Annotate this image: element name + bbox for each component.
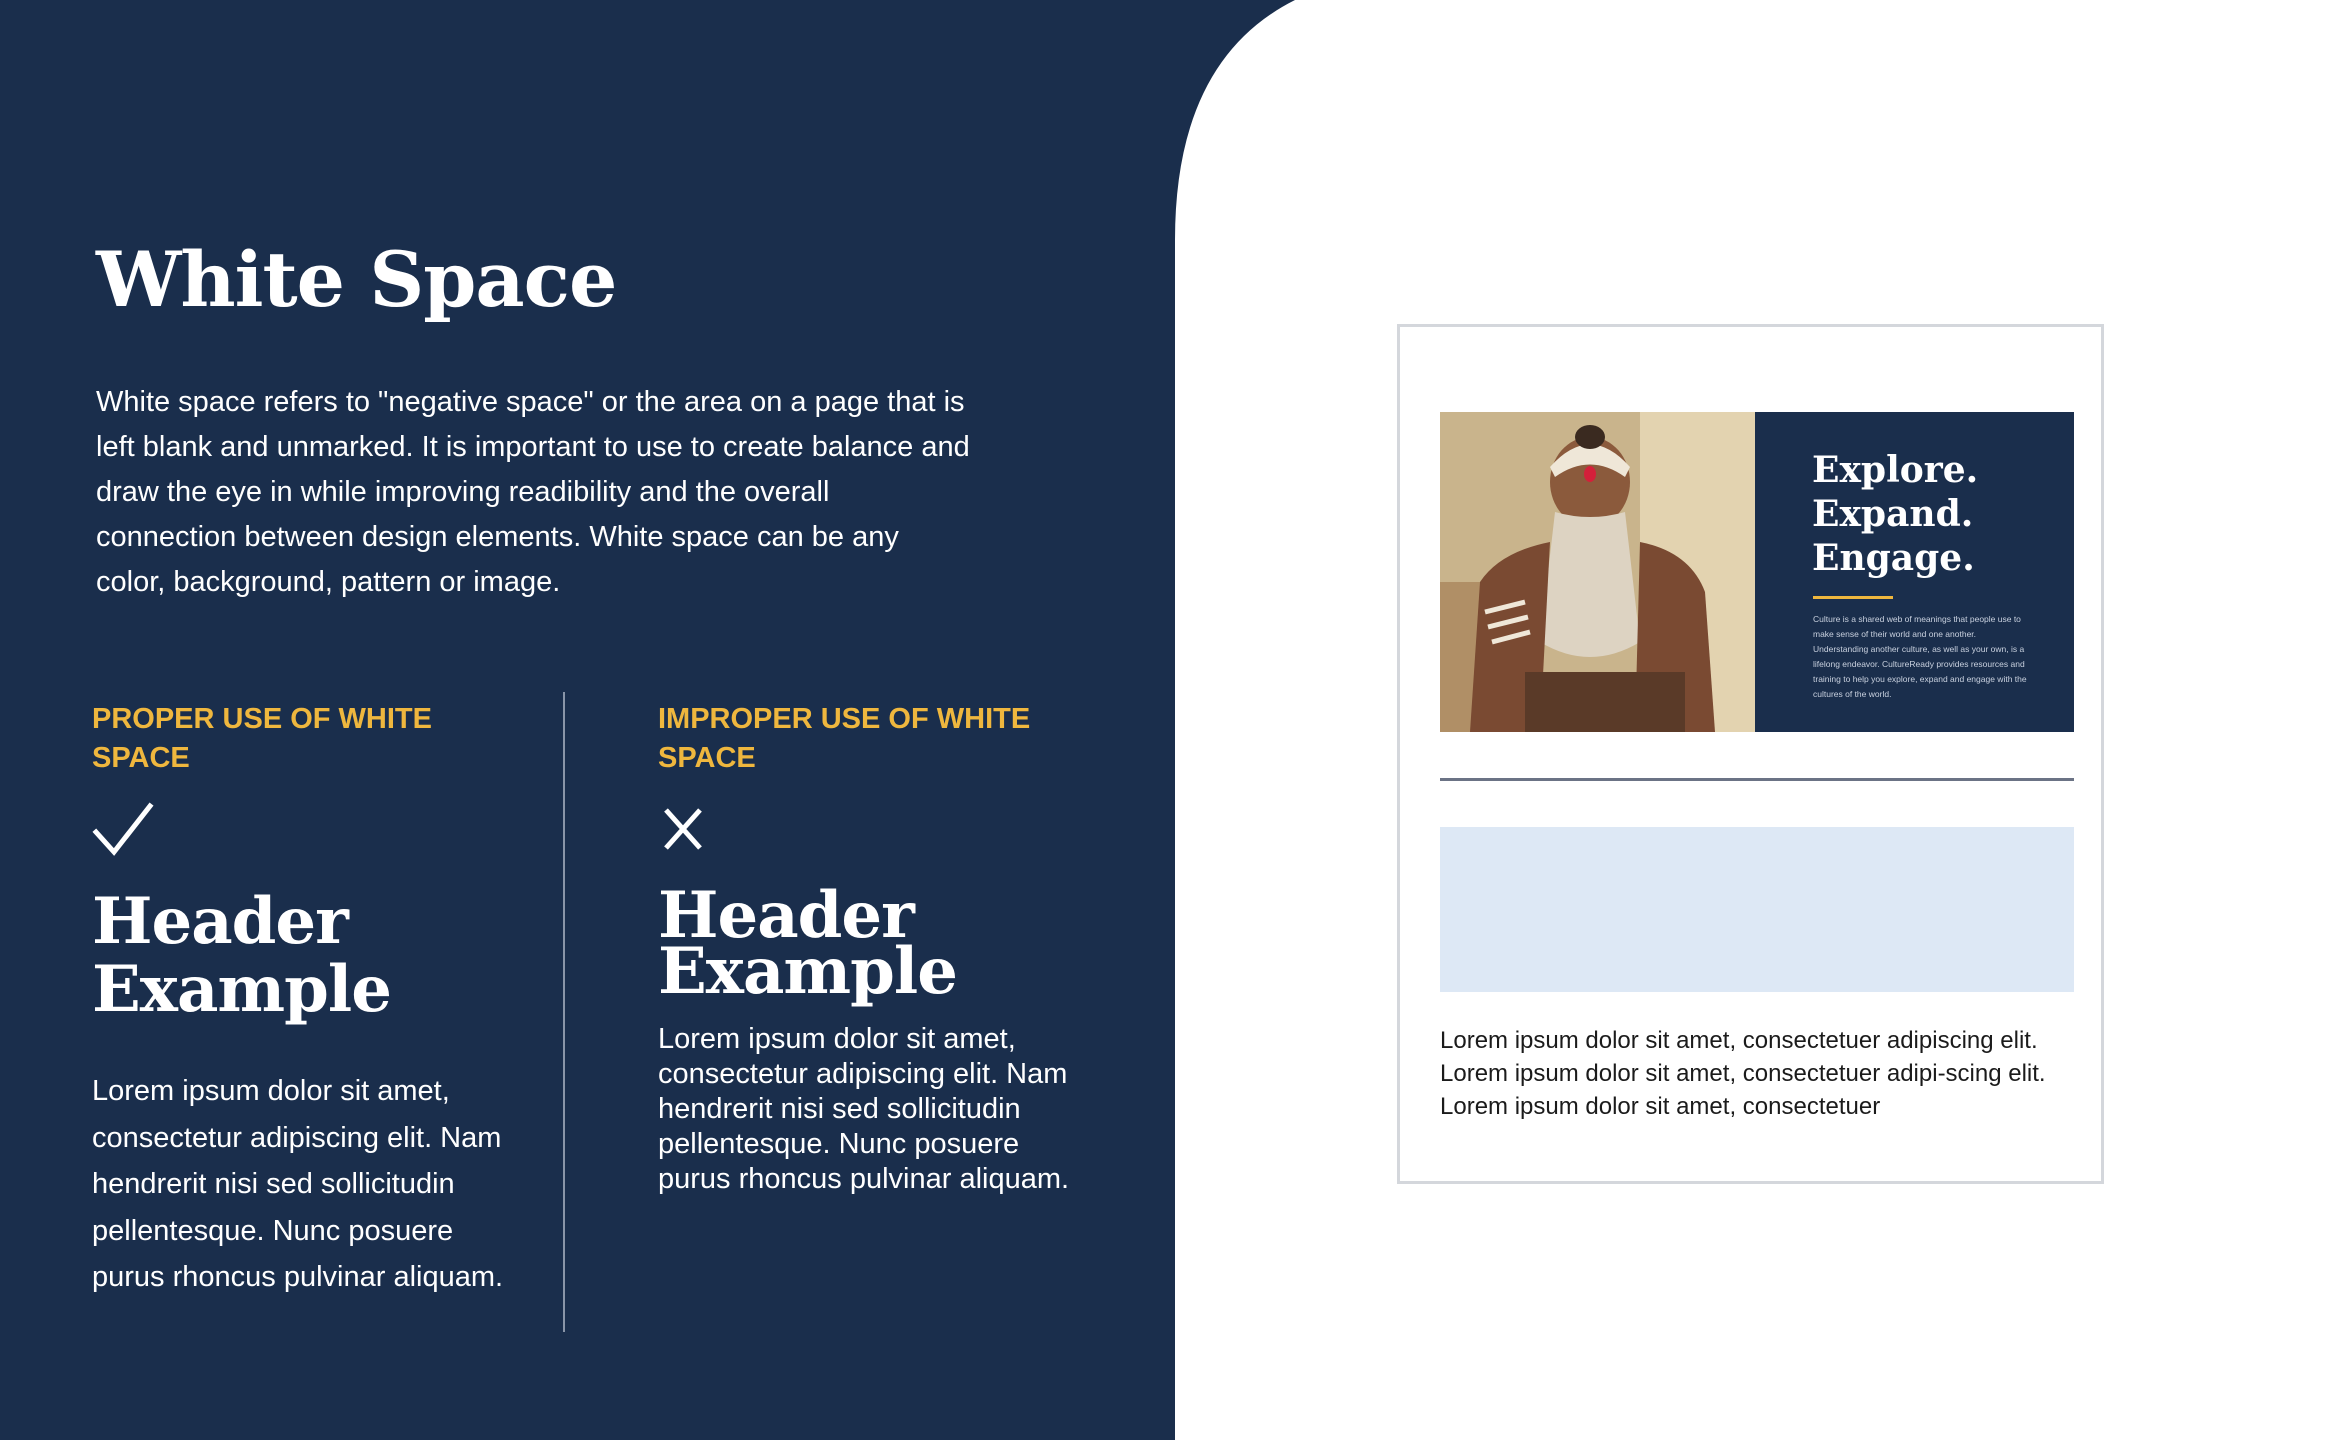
- panel-curve: [1175, 0, 1295, 240]
- document-mockup: [1397, 324, 2104, 1184]
- proper-use-heading: PROPER USE OF WHITE SPACE: [92, 703, 432, 774]
- page-title: White Space: [96, 235, 617, 324]
- mockup-placeholder-block: [1440, 827, 2074, 992]
- banner-blurb: Culture is a shared web of meanings that people use to make sense of their world and one another. Understanding another culture, as well as your own, is a lifelong endeavor. CultureReady provides resources and training to help you explore, expand and engage with the cultures of the world.: [1813, 614, 2027, 699]
- improper-example-header: Header Example: [658, 878, 957, 1009]
- x-mark-icon: [658, 800, 1098, 870]
- mockup-body-text: Lorem ipsum dolor sit amet, consectetuer adipiscing elit. Lorem ipsum dolor sit amet, consectetuer adipi-scing elit. Lorem ipsum dolor sit amet, consectetuer: [1440, 1027, 2046, 1120]
- mockup-banner: [1440, 412, 2074, 732]
- proper-example-header: Header Example: [92, 884, 391, 1027]
- improper-use-column: [658, 700, 1098, 1197]
- banner-accent-rule: [1813, 596, 1893, 599]
- column-divider: [563, 692, 565, 1332]
- proper-use-column: [92, 700, 512, 1301]
- page-description: White space refers to "negative space" or the area on a page that is left blank and unmarked. It is important to use to create balance and draw the eye in while improving readibility and the overall connection between design elements. White space can be any color, background, pattern or image.: [96, 386, 970, 598]
- improper-example-body: Lorem ipsum dolor sit amet, consectetur adipiscing elit. Nam hendrerit nisi sed sollicitudin pellentesque. Nunc posuere purus rhoncus pulvinar aliquam.: [658, 1023, 1070, 1195]
- banner-title: Explore. Expand. Engage.: [1812, 449, 1979, 579]
- portrait-photo: [1440, 412, 1755, 732]
- mockup-divider: [1440, 778, 2074, 781]
- checkmark-icon: [92, 800, 512, 870]
- proper-example-body: Lorem ipsum dolor sit amet, consectetur adipiscing elit. Nam hendrerit nisi sed sollicitudin pellentesque. Nunc posuere purus rhoncus pulvinar aliquam.: [92, 1075, 504, 1293]
- improper-use-heading: IMPROPER USE OF WHITE SPACE: [658, 703, 1031, 774]
